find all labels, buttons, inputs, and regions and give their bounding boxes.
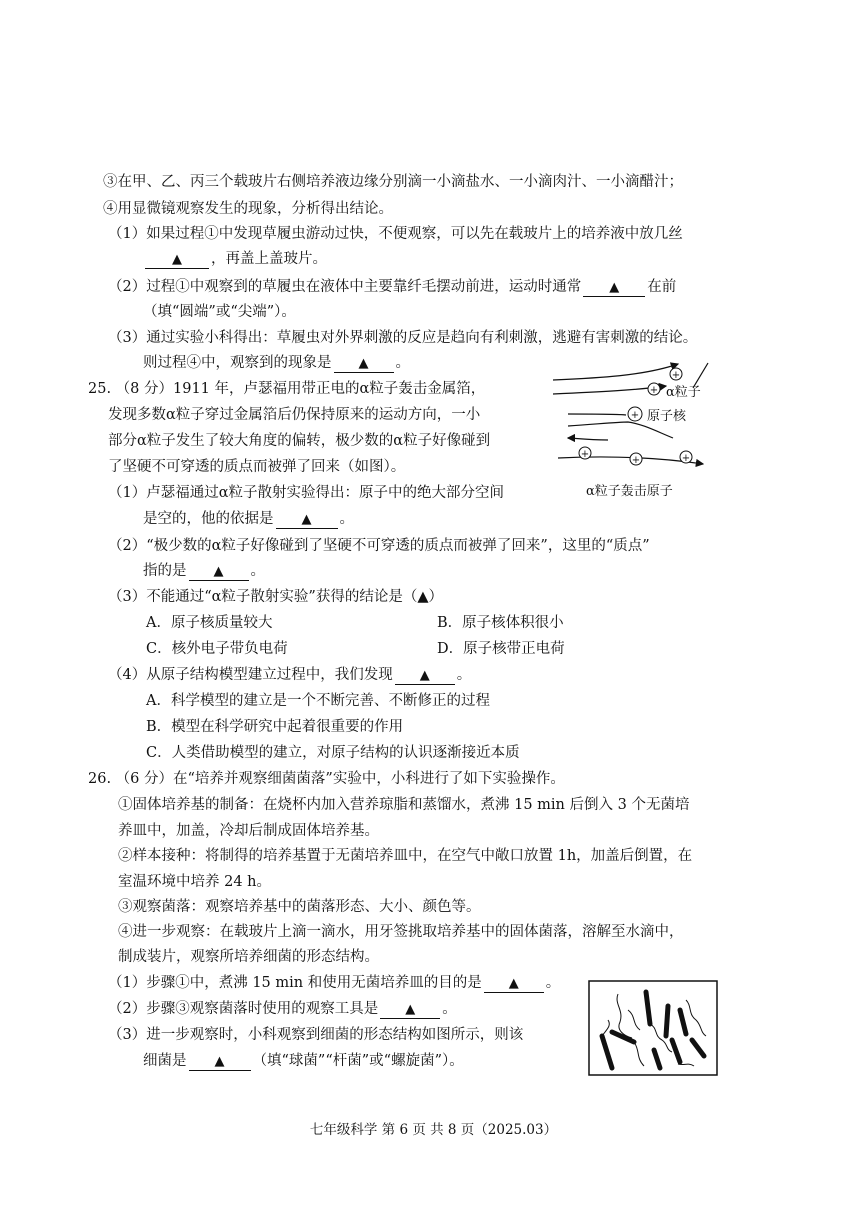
step-4-text: ④用显微镜观察发生的现象，分析得出结论。 xyxy=(103,201,393,217)
answer-blank[interactable]: ▲ xyxy=(484,976,544,993)
q26-step2: ②样本接种：将制得的培养基置于无菌培养皿中，在空气中敞口放置 1h，加盖后倒置，在 xyxy=(118,848,693,864)
page-footer: 七年级科学 第 6 页 共 8 页（2025.03） xyxy=(309,1122,558,1138)
answer-blank[interactable]: ▲ xyxy=(145,252,209,269)
q25-intro-4: 了坚硬不可穿透的质点而被弹了回来（如图）。 xyxy=(108,459,406,475)
option-c[interactable]: C．核外电子带负电荷 xyxy=(146,641,288,657)
plus-sign: + xyxy=(649,385,659,396)
q24-3-line2: 则过程④中，观察到的现象是 ▲ 。 xyxy=(143,355,410,371)
q26-3-line2: 细菌是 ▲ （填“球菌”“杆菌”或“螺旋菌”）。 xyxy=(143,1053,464,1069)
option-b[interactable]: B．模型在科学研究中起着很重要的作用 xyxy=(146,719,404,735)
figure-caption: α粒子轰击原子 xyxy=(586,484,673,499)
plus-sign: + xyxy=(630,410,640,421)
label-nucleus: 原子核 xyxy=(647,409,687,424)
q26-2-text: （2）步骤③观察菌落时使用的观察工具是 ▲ 。 xyxy=(108,1001,457,1017)
option-d[interactable]: D．原子核带正电荷 xyxy=(437,641,565,657)
q25-intro-1: 25. （8 分）1911 年，卢瑟福用带正电的α粒子轰击金属箔， xyxy=(88,381,486,397)
answer-blank[interactable]: ▲ xyxy=(395,668,455,685)
q24-2-line2: （填“圆端”或“尖端”）。 xyxy=(143,304,296,320)
option-b[interactable]: B．原子核体积很小 xyxy=(437,615,564,631)
label-alpha: α粒子 xyxy=(666,385,701,400)
q25-2-line2: 指的是 ▲ 。 xyxy=(143,563,265,579)
step-3-text: ③在甲、乙、丙三个载玻片右侧培养液边缘分别滴一小滴盐水、一小滴肉汁、一小滴醋汁； xyxy=(103,174,683,190)
q26-step1-line2: 养皿中，加盖，冷却后制成固体培养基。 xyxy=(118,823,379,839)
q24-1-line2: ▲ ，再盖上盖玻片。 xyxy=(143,249,327,269)
q25-1-line2: 是空的，他的依据是 ▲ 。 xyxy=(143,511,354,527)
plus-sign: + xyxy=(580,449,590,460)
answer-blank[interactable]: ▲ xyxy=(334,356,394,373)
q25-1-text: （1）卢瑟福通过α粒子散射实验得出：原子中的绝大部分空间 xyxy=(108,485,505,501)
q25-2-text: （2）“极少数的α粒子好像碰到了坚硬不可穿透的质点而被弹了回来”，这里的“质点” xyxy=(108,538,650,554)
q25-intro-2: 发现多数α粒子穿过金属箔后仍保持原来的运动方向，一小 xyxy=(108,407,481,423)
alpha-scattering-figure xyxy=(548,358,723,508)
q26-step1: ①固体培养基的制备：在烧杯内加入营养琼脂和蒸馏水，煮沸 15 min 后倒入 3 个无菌培 xyxy=(118,797,690,813)
q24-1-text: （1）如果过程①中发现草履虫游动过快，不便观察，可以先在载玻片上的培养液中放几丝 xyxy=(108,226,683,242)
option-a[interactable]: A．原子核质量较大 xyxy=(146,615,273,631)
q26-step4-line2: 制成装片，观察所培养细菌的形态结构。 xyxy=(118,949,379,965)
answer-blank[interactable]: ▲ xyxy=(189,564,249,581)
answer-blank[interactable]: ▲ xyxy=(189,1054,251,1071)
particle-path xyxy=(568,422,673,438)
q26-step2-line2: 室温环境中培养 24 h。 xyxy=(118,874,272,890)
particle-path xyxy=(568,438,608,440)
answer-blank[interactable]: ▲ xyxy=(380,1002,440,1019)
answer-blank[interactable]: ▲ xyxy=(276,512,338,529)
q25-4-text: （4）从原子结构模型建立过程中，我们发现 ▲ 。 xyxy=(108,667,472,683)
q24-2-text: （2）过程①中观察到的草履虫在液体中主要靠纤毛摆动前进，运动时通常 ▲ 在前 xyxy=(108,279,677,295)
rod-bacterium xyxy=(666,1006,668,1036)
q25-3-text: （3）不能通过“α粒子散射实验”获得的结论是（▲） xyxy=(108,589,443,605)
option-c[interactable]: C．人类借助模型的建立，对原子结构的认识逐渐接近本质 xyxy=(146,745,520,761)
plus-sign: + xyxy=(671,370,681,381)
q26-3-text: （3）进一步观察时，小科观察到细菌的形态结构如图所示，则该 xyxy=(108,1027,524,1043)
q26-step4: ④进一步观察：在载玻片上滴一滴水，用牙签挑取培养基中的固体菌落，溶解至水滴中， xyxy=(118,924,684,940)
plus-sign: + xyxy=(681,453,691,464)
particle-path xyxy=(568,414,626,415)
option-a[interactable]: A．科学模型的建立是一个不断完善、不断修正的过程 xyxy=(146,693,490,709)
q26-1-text: （1）步骤①中，煮沸 15 min 和使用无菌培养皿的目的是 ▲ 。 xyxy=(108,975,561,991)
particle-path xyxy=(553,364,681,381)
q25-intro-3: 部分α粒子发生了较大角度的偏转，极少数的α粒子好像碰到 xyxy=(108,433,491,449)
bacteria-figure xyxy=(588,980,718,1076)
q26-step3: ③观察菌落：观察培养基中的菌落形态、大小、颜色等。 xyxy=(118,899,481,915)
answer-blank[interactable]: ▲ xyxy=(583,280,645,297)
plus-sign: + xyxy=(631,455,641,466)
q24-3-text: （3）通过实验小科得出：草履虫对外界刺激的反应是趋向有利刺激，逃避有害刺激的结论。 xyxy=(108,330,698,346)
q26-intro: 26. （6 分）在“培养并观察细菌菌落”实验中，小科进行了如下实验操作。 xyxy=(88,771,565,787)
